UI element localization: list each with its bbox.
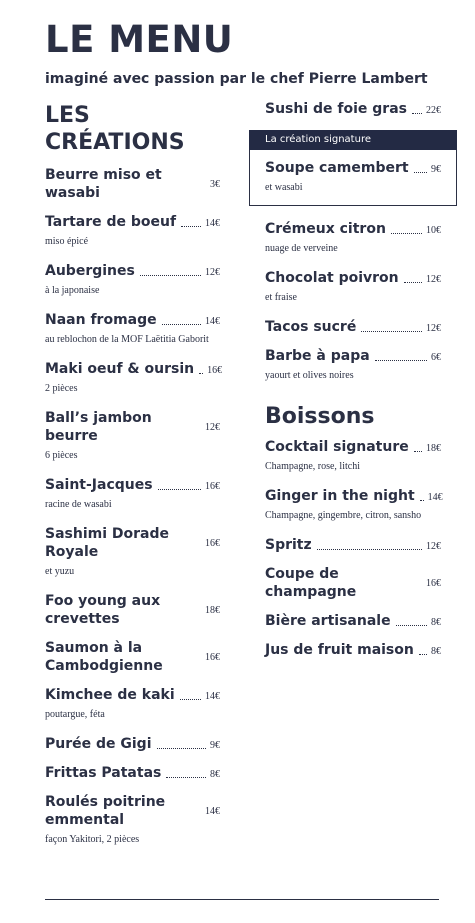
item-price: 8€ (431, 617, 441, 628)
leader-dots (396, 625, 427, 626)
item-description: miso épicé (45, 236, 89, 247)
leader-dots (317, 549, 422, 550)
item-price: 12€ (205, 421, 220, 433)
menu-item (265, 641, 441, 659)
item-description: et yuzu (45, 566, 75, 577)
menu-item (45, 409, 220, 465)
menu-item (265, 100, 441, 118)
item-name: Chocolat poivron (265, 270, 399, 286)
item-description: et fraise (265, 292, 297, 303)
menu-item (265, 536, 441, 554)
item-name: Beurre miso et wasabi (45, 167, 162, 201)
menu-subtitle: imaginé avec passion par le chef Pierre Lambert (45, 71, 428, 87)
item-description: 2 pièces (45, 383, 78, 394)
menu-item (45, 686, 220, 724)
item-price: 14€ (205, 805, 220, 817)
item-description: Champagne, rose, litchi (265, 461, 360, 472)
menu-item (265, 612, 441, 630)
menu-item (45, 639, 220, 675)
item-price: 8€ (210, 769, 220, 780)
item-price: 16€ (205, 537, 220, 549)
menu-item (45, 262, 220, 300)
item-description: Champagne, gingembre, citron, sansho (265, 510, 422, 521)
menu-item (265, 438, 441, 476)
item-price: 16€ (205, 651, 220, 663)
item-description: racine de wasabi (45, 499, 112, 510)
item-price: 14€ (427, 492, 443, 503)
item-name: Bière artisanale (265, 613, 391, 629)
menu-item (265, 487, 441, 525)
item-price: 3€ (210, 178, 220, 190)
item-price: 14€ (205, 218, 220, 229)
item-name: Aubergines (45, 263, 135, 279)
item-name: Tartare de boeuf (45, 214, 177, 230)
item-price: 16€ (426, 577, 441, 589)
signature-box (249, 130, 457, 206)
item-name: Ginger in the night (265, 488, 415, 504)
leader-dots (412, 113, 422, 114)
item-price: 22€ (426, 105, 441, 116)
menu-item (265, 347, 441, 385)
menu-item (265, 269, 441, 307)
item-description: à la japonaise (45, 285, 100, 296)
item-description: nuage de verveine (265, 243, 338, 254)
item-description: au reblochon de la MOF Laëtitia Gaborit (45, 334, 209, 345)
item-name: Spritz (265, 537, 312, 553)
item-name: Kimchee de kaki (45, 687, 175, 703)
item-price: 16€ (205, 481, 220, 492)
menu-item (45, 360, 223, 398)
menu-item (45, 764, 220, 782)
menu-item (265, 220, 441, 258)
item-name: Saint-Jacques (45, 477, 153, 493)
item-name: Tacos sucré (265, 319, 357, 335)
item-name: Sashimi Dorade Royale (45, 526, 169, 560)
leader-dots (166, 777, 206, 778)
item-price: 12€ (426, 541, 441, 552)
item-price: 12€ (426, 323, 441, 334)
leader-dots (419, 654, 427, 655)
item-name: Crémeux citron (265, 221, 386, 237)
leader-dots (157, 748, 207, 749)
item-name: Barbe à papa (265, 348, 370, 364)
item-name: Foo young aux crevettes (45, 593, 161, 627)
menu-item (45, 311, 220, 349)
menu-item (45, 735, 220, 753)
item-description: yaourt et olives noires (265, 370, 354, 381)
item-price: 14€ (205, 691, 220, 702)
menu-item (45, 476, 220, 514)
leader-dots (361, 331, 422, 332)
item-price: 14€ (205, 316, 220, 327)
item-price: 16€ (207, 365, 223, 376)
signature-tag: La création signature (249, 130, 457, 150)
item-description: 6 pièces (45, 450, 78, 461)
item-name: Roulés poitrine emmental (45, 794, 166, 828)
item-name: Coupe de champagne (265, 566, 357, 600)
item-price: 6€ (431, 352, 441, 363)
leader-dots (180, 699, 201, 700)
menu-item (45, 166, 220, 202)
item-name: Saumon à la Cambodgienne (45, 640, 163, 674)
item-name: Purée de Gigi (45, 736, 152, 752)
item-description: façon Yakitori, 2 pièces (45, 834, 140, 845)
item-description: et wasabi (265, 182, 303, 193)
leader-dots (158, 489, 201, 490)
menu-item (45, 525, 220, 581)
item-name: Naan fromage (45, 312, 157, 328)
menu-title: LE MENU (45, 18, 234, 61)
item-price: 18€ (205, 604, 220, 616)
menu-item (45, 793, 220, 849)
menu-item (45, 592, 220, 628)
menu-item (265, 159, 441, 197)
item-name: Soupe camembert (265, 160, 409, 176)
item-price: 12€ (426, 274, 441, 285)
item-name: Maki oeuf & oursin (45, 361, 195, 377)
item-price: 9€ (210, 740, 220, 751)
leader-dots (199, 373, 203, 374)
right-column (265, 100, 441, 670)
leader-dots (404, 282, 422, 283)
item-name: Sushi de foie gras (265, 101, 407, 117)
item-description: poutargue, féta (45, 709, 105, 720)
item-price: 10€ (426, 225, 441, 236)
leader-dots (391, 233, 422, 234)
menu-item (265, 565, 441, 601)
menu-item (45, 213, 220, 251)
item-price: 8€ (431, 646, 441, 657)
bottom-divider (45, 899, 439, 900)
leader-dots (181, 226, 201, 227)
section-title-boissons: Boissons (265, 404, 375, 429)
leader-dots (420, 500, 424, 501)
item-name: Cocktail signature (265, 439, 409, 455)
left-column (45, 100, 223, 860)
item-price: 9€ (431, 164, 441, 175)
section-title-creations: LES CRÉATIONS (45, 103, 185, 155)
item-name: Jus de fruit maison (265, 642, 414, 658)
leader-dots (140, 275, 201, 276)
item-name: Frittas Patatas (45, 765, 162, 781)
leader-dots (414, 451, 422, 452)
item-price: 12€ (205, 267, 220, 278)
item-name: Ball’s jambon beurre (45, 410, 152, 444)
leader-dots (414, 172, 427, 173)
item-price: 18€ (426, 443, 441, 454)
menu-item (265, 318, 441, 336)
leader-dots (375, 360, 427, 361)
leader-dots (162, 324, 201, 325)
